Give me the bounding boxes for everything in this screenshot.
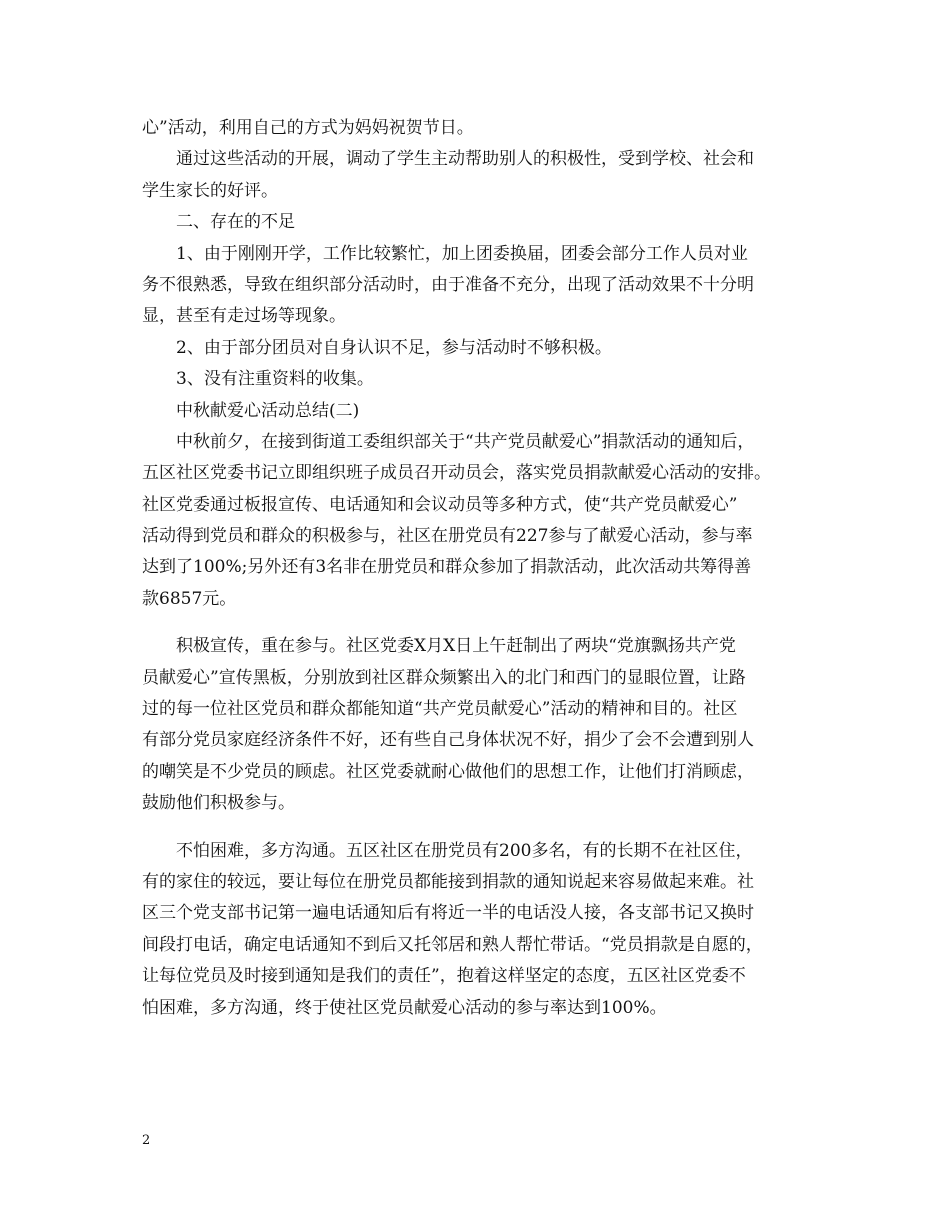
body-line-continuation: 活动得到党员和群众的积极参与，社区在册党员有227参与了献爱心活动，参与率 <box>142 526 753 547</box>
body-line-continuation: 区三个党支部书记第一遍电话通知后有将近一半的电话没人接，各支部书记又换时 <box>142 903 754 924</box>
body-line-continuation: 达到了100%;另外还有3名非在册党员和群众参加了捐款活动，此次活动共筹得善 <box>142 557 752 578</box>
body-line-continuation: 过的每一位社区党员和群众都能知道“共产党员献爱心”活动的精神和目的。社区 <box>142 699 738 720</box>
paragraph-gap <box>142 820 812 836</box>
section-heading: 二、存在的不足 <box>176 212 295 233</box>
body-line-continuation: 有部分党员家庭经济条件不好，还有些自己身体状况不好，捐少了会不会遭到别人 <box>142 730 754 751</box>
body-line-continuation: 学生家长的好评。 <box>142 180 278 201</box>
body-line-continuation: 款6857元。 <box>142 588 237 609</box>
list-item-3: 3、没有注重资料的收集。 <box>176 369 374 390</box>
body-line-continuation: 怕困难，多方沟通，终于使社区党员献爱心活动的参与率达到100%。 <box>142 997 667 1018</box>
body-paragraph-line: 通过这些活动的开展，调动了学生主动帮助别人的积极性，受到学校、社会和 <box>176 149 754 170</box>
paragraph-gap <box>142 615 812 631</box>
list-item-2: 2、由于部分团员对自身认识不足，参与活动时不够积极。 <box>176 337 612 358</box>
body-line-continuation: 员献爱心”宣传黑板，分别放到社区群众频繁出入的北门和西门的显眼位置，让路 <box>142 667 746 688</box>
body-line-continuation: 让每位党员及时接到通知是我们的责任”，抱着这样坚定的态度，五区社区党委不 <box>142 966 746 987</box>
list-item-1: 1、由于刚刚开学，工作比较繁忙，加上团委换届，团委会部分工作人员对业 <box>176 243 748 264</box>
body-line-continuation: 的嘲笑是不少党员的顾虑。社区党委就耐心做他们的思想工作，让他们打消顾虑， <box>142 761 754 782</box>
body-line-continuation: 心”活动，利用自己的方式为妈妈祝贺节日。 <box>142 118 474 138</box>
body-line-continuation: 有的家住的较远，要让每位在册党员都能接到捐款的通知说起来容易做起来难。社 <box>142 871 754 892</box>
document-body <box>142 113 812 1024</box>
section-title: 中秋献爱心活动总结(二) <box>176 400 360 421</box>
body-line-continuation: 务不很熟悉，导致在组织部分活动时，由于准备不充分，出现了活动效果不十分明 <box>142 274 754 295</box>
body-paragraph-line: 积极宣传，重在参与。社区党委X月X日上午赶制出了两块“党旗飘扬共产党 <box>176 636 736 657</box>
body-paragraph-line: 不怕困难，多方沟通。五区社区在册党员有200多名，有的长期不在社区住， <box>176 840 753 861</box>
body-paragraph-line: 中秋前夕，在接到街道工委组织部关于“共产党员献爱心”捐款活动的通知后， <box>176 431 755 452</box>
body-line-continuation: 社区党委通过板报宣传、电话通知和会议动员等多种方式，使“共产党员献爱心” <box>142 494 738 515</box>
page-number: 2 <box>142 1133 151 1148</box>
body-line-continuation: 鼓励他们积极参与。 <box>142 793 295 814</box>
body-line-continuation: 间段打电话，确定电话通知不到后又托邻居和熟人帮忙带话。“党员捐款是自愿的， <box>142 934 763 955</box>
body-line-continuation: 显，甚至有走过场等现象。 <box>142 306 346 327</box>
body-line-continuation: 五区社区党委书记立即组织班子成员召开动员会，落实党员捐款献爱心活动的安排。 <box>142 463 771 484</box>
